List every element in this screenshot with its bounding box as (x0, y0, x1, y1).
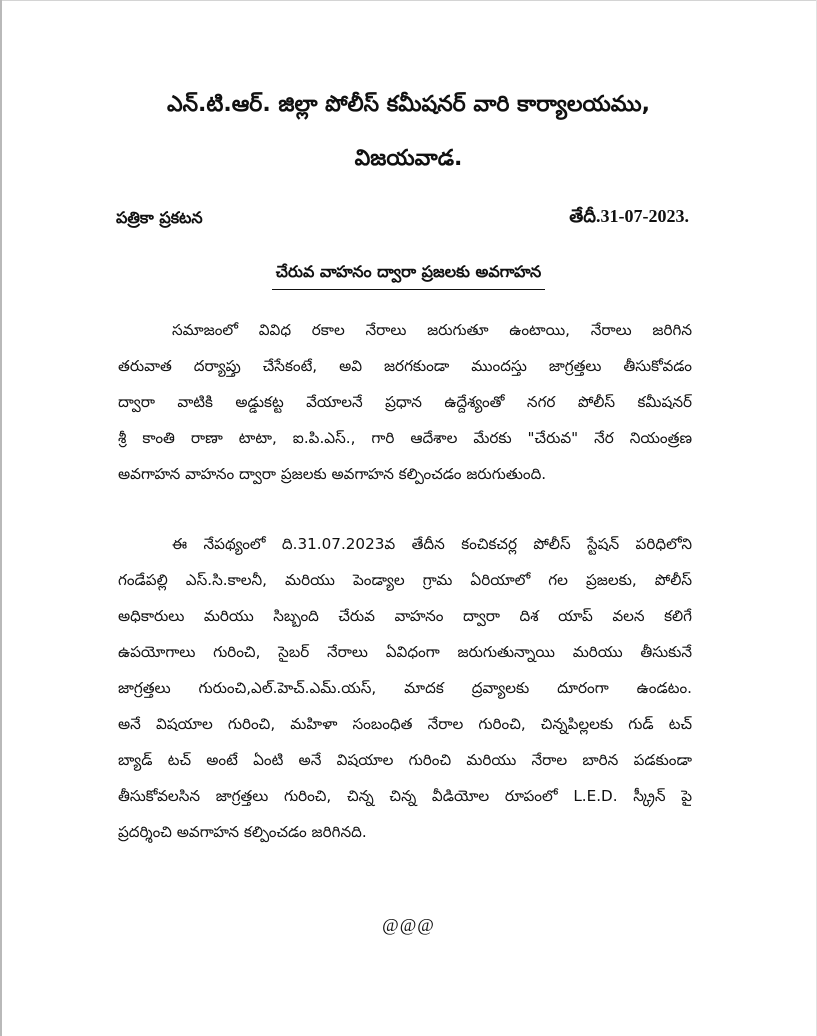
subject-heading (0, 262, 817, 290)
office-title: ఎన్.టి.ఆర్. జిల్లా పోలీస్ కమీషనర్ వారి కార్యాలయము, (166, 92, 651, 117)
document-date: తేదీ.31-07-2023. (569, 206, 689, 226)
subject-text: చేరువ వాహనం ద్వారా ప్రజలకు అవగాహన (272, 262, 545, 290)
paragraph-line: జాగ్రత్తలు గురుంచి,ఎల్.హెచ్.ఎమ్.యస్, మాదక ద్రవ్యాలకు దూరంగా ఉండటం. (118, 679, 692, 697)
paragraph-line: అవగాహన వాహనం ద్వారా ప్రజలకు అవగాహన కల్పించడం జరుగుతుంది. (118, 465, 547, 483)
paragraph-line: తరువాత దర్యాప్తు చేసేకంటే, అవి జరగకుండా ముందస్తు జాగ్రత్తలు తీసుకోవడం (118, 357, 692, 375)
paragraph-line: సమాజంలో వివిధ రకాల నేరాలు జరుగుతూ ఉంటాయి, నేరాలు జరిగిన (172, 321, 692, 339)
closing-mark: @@@ (382, 915, 435, 935)
paragraph-2 (118, 526, 692, 850)
paragraph-line: తీసుకోవలసిన జాగ్రత్తలు గురించి, చిన్న చిన్న వీడియోల రూపంలో L.E.D. స్క్రీన్ పై (118, 787, 692, 805)
paragraph-line: బ్యాడ్ టచ్ అంటే ఏంటి అనే విషయాల గురించి మరియు నేరాల బారిన పడకుండా (118, 751, 692, 769)
paragraph-line: ఈ నేపథ్యంలో ది.31.07.2023వ తేదీన కంచికచర్ల పోలీస్ స్టేషన్ పరిధిలోని (172, 535, 692, 553)
paragraph-line: గండేపల్లి ఎస్.సి.కాలనీ, మరియు పెండ్యాల గ్రామ ఏరియాలో గల ప్రజలకు, పోలీస్ (118, 571, 692, 589)
page-top-edge (0, 0, 817, 1)
paragraph-line: ద్వారా వాటికి అడ్డుకట్ట వేయాలనే ప్రధాన ఉద్దేశ్యంతో నగర పోలీస్ కమీషనర్ (118, 393, 692, 411)
paragraph-line: ప్రదర్శించి అవగాహన కల్పించడం జరిగినది. (118, 823, 367, 841)
paragraph-1 (118, 312, 692, 492)
paragraph-line: ఉపయోగాలు గురించి, సైబర్ నేరాలు ఏవిధంగా జరుగుతున్నాయి మరియు తీసుకునే (118, 643, 692, 661)
paragraph-line: అనే విషయాల గురించి, మహిళా సంబంధిత నేరాల గురించి, చిన్నపిల్లలకు గుడ్ టచ్ (118, 715, 692, 733)
paragraph-line: శ్రీ కాంతి రాణా టాటా, ఐ.పి.ఎస్., గారి ఆదేశాల మేరకు "చేరువ" నేర నియంత్రణ (118, 429, 692, 447)
paragraph-line: అధికారులు మరియు సిబ్బంది చేరువ వాహనం ద్వారా దిశ యాప్ వలన కలిగే (118, 607, 692, 625)
press-release-label: పత్రికా ప్రకటన (116, 208, 203, 227)
office-city: విజయవాడ. (354, 146, 463, 171)
